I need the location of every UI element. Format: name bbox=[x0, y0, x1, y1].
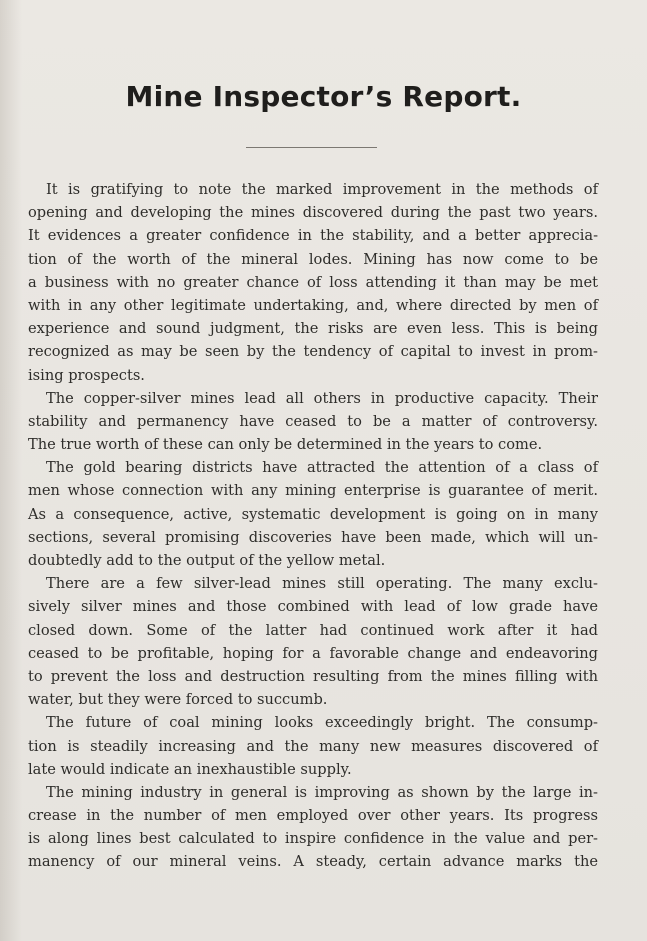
text-line: to prevent the loss and destruction resulting from the mines filling with bbox=[28, 667, 598, 685]
text-line: tion is steadily increasing and the many new measures discovered of bbox=[28, 737, 598, 755]
paragraph-6 bbox=[28, 781, 598, 874]
text-line: with in any other legitimate undertaking, and, where directed by men of bbox=[28, 296, 598, 314]
text-line: doubtedly add to the output of the yellow metal. bbox=[28, 552, 386, 569]
text-line: is along lines best calculated to inspire confidence in the value and per- bbox=[28, 830, 598, 848]
text-line: There are a few silver-lead mines still operating. The many exclu- bbox=[46, 575, 598, 593]
paragraph-2 bbox=[28, 387, 598, 457]
text-line: manency of our mineral veins. A steady, certain advance marks the bbox=[28, 853, 598, 871]
text-line: tion of the worth of the mineral lodes. Mining has now come to be bbox=[28, 250, 598, 268]
text-line: ising prospects. bbox=[28, 366, 145, 384]
text-line: The copper-silver mines lead all others in productive capacity. Their bbox=[46, 389, 598, 407]
text-line: opening and developing the mines discovered during the past two years. bbox=[28, 204, 598, 222]
text-line: ceased to be profitable, hoping for a favorable change and endeavoring bbox=[28, 644, 598, 662]
text-line: It is gratifying to note the marked improvement in the methods of bbox=[46, 181, 598, 198]
paragraph-4 bbox=[28, 572, 598, 711]
text-line: men whose connection with any mining enterprise is guarantee of merit. bbox=[28, 482, 598, 500]
text-line: a business with no greater chance of loss attending it than may be met bbox=[28, 273, 598, 291]
text-line: stability and permanency have ceased to be a matter of controversy. bbox=[28, 412, 598, 430]
report-body bbox=[28, 178, 598, 874]
text-line: water, but they were forced to succumb. bbox=[28, 691, 328, 709]
text-line: closed down. Some of the latter had continued work after it had bbox=[28, 621, 598, 639]
paragraph-5 bbox=[28, 711, 598, 781]
text-line: It evidences a greater confidence in the stability, and a better apprecia- bbox=[28, 227, 598, 245]
text-line: The gold bearing districts have attracted the attention of a class of bbox=[46, 459, 598, 477]
text-line: recognized as may be seen by the tendency of capital to invest in prom- bbox=[28, 343, 598, 361]
text-line: experience and sound judgment, the risks are even less. This is being bbox=[28, 320, 598, 338]
text-line: sively silver mines and those combined with lead of low grade have bbox=[28, 598, 598, 616]
text-line: The future of coal mining looks exceedingly bright. The consump- bbox=[46, 714, 598, 732]
title-divider bbox=[246, 147, 377, 148]
page-title: Mine Inspector’s Report. bbox=[125, 80, 522, 113]
paragraph-3 bbox=[28, 456, 598, 572]
text-line: sections, several promising discoveries have been made, which will un- bbox=[28, 528, 598, 546]
text-line: crease in the number of men employed over other years. Its progress bbox=[28, 807, 598, 825]
text-line: The true worth of these can only be determined in the years to come. bbox=[28, 436, 543, 454]
text-line: As a consequence, active, systematic development is going on in many bbox=[28, 505, 598, 523]
paragraph-1 bbox=[28, 178, 598, 387]
text-line: late would indicate an inexhaustible supply. bbox=[28, 760, 352, 778]
text-line: The mining industry in general is improving as shown by the large in- bbox=[46, 783, 598, 801]
